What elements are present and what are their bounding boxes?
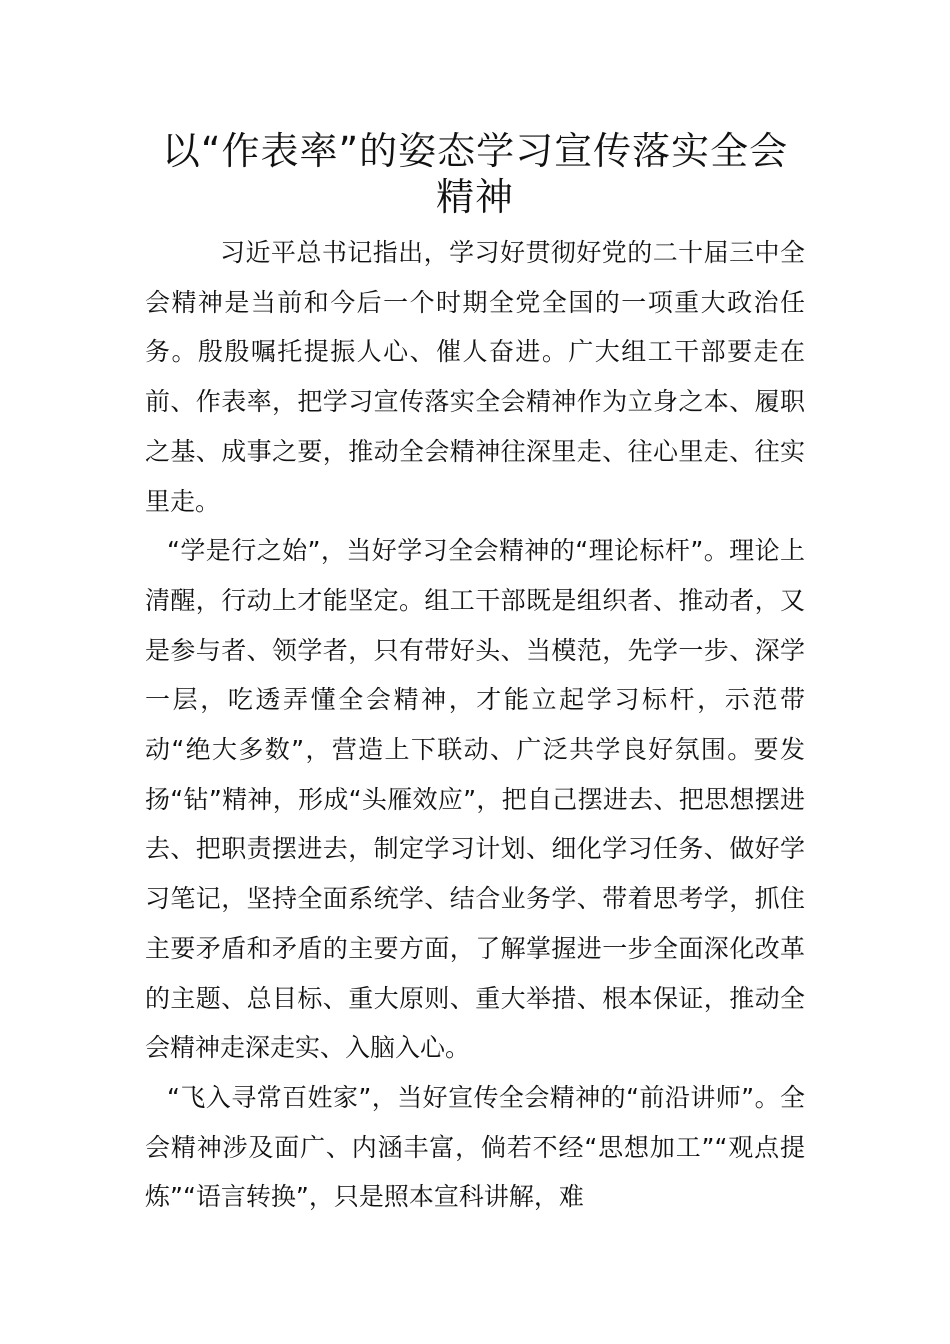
paragraph-propaganda: “飞入寻常百姓家”，当好宣传全会精神的“前沿讲师”。全会精神涉及面广、内涵丰富，倘若不经“思想加工”“观点提炼”“语言转换”，只是照本宣科讲解，难 — [145, 1082, 805, 1212]
document-title: 以“作表率”的姿态学习宣传落实全会精神 — [161, 129, 789, 219]
paragraph-study: “学是行之始”，当好学习全会精神的“理论标杆”。理论上清醒，行动上才能坚定。组工干部既是组织者、推动者，又是参与者、领学者，只有带好头、当模范，先学一步、深学一层，吃透弄懂全会精神，才能立起学习标杆，示范带动“绝大多数”，营造上下联动、广泛共学良好氛围。要发扬“钻”精神，形成“头雁效应”，把自己摆进去、把思想摆进去、把职责摆进去，制定学习计划、细化学习任务、做好学习笔记，坚持全面系统学、结合业务学、带着思考学，抓住主要矛盾和矛盾的主要方面，了解掌握进一步全面深化改革的主题、总目标、重大原则、重大举措、根本保证，推动全会精神走深走实、入脑入心。 — [145, 536, 805, 1063]
paragraph-intro: 习近平总书记指出，学习好贯彻好党的二十届三中全会精神是当前和今后一个时期全党全国的一项重大政治任务。殷殷嘱托提振人心、催人奋进。广大组工干部要走在前、作表率，把学习宣传落实全会精神作为立身之本、履职之基、成事之要，推动全会精神往深里走、往心里走、往实里走。 — [145, 238, 805, 516]
document-body — [145, 228, 805, 1222]
